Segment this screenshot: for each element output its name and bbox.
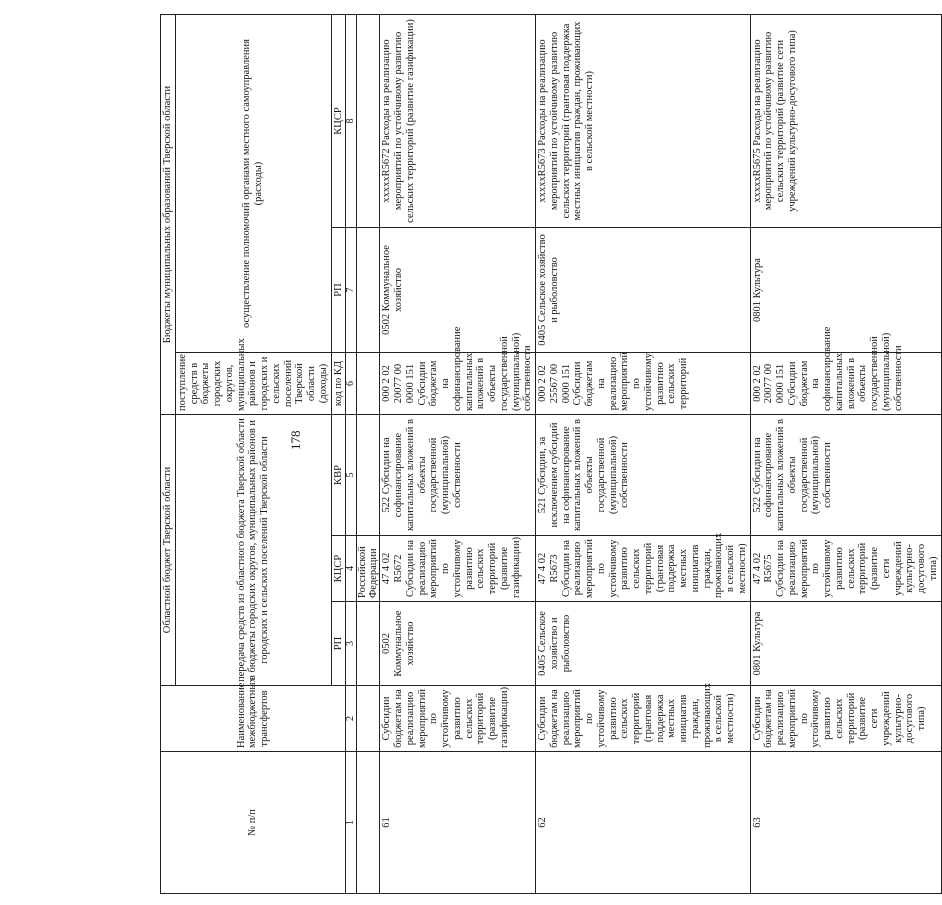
empty-cell [357,686,380,752]
column-number: 2 [346,686,357,752]
column-number: 8 [346,15,357,228]
column-number: 6 [346,353,357,415]
header-municipal-expense: осуществление полномочий органами местного самоуправления (расходы) [175,15,331,353]
cell-name: Субсидии бюджетам на реализацию мероприятий по устойчивому развитию сельских территорий (развитие сети учреждений культурно-досугового типа) [750,686,941,752]
header-municipal-budget: Бюджеты муниципальных образований Тверской области [161,15,176,415]
column-number: 4 [346,536,357,602]
cell-kvr: 522 Субсидии на софинансирование капитальных вложений в объекты государственной (муниципальной) собственности [380,415,536,536]
cell-num: 61 [380,752,536,894]
cell-kcsr: 47 4 02 R5675 Субсидии на реализацию мероприятий по устойчивому развитию сельских территорий (развитие сети учреждений культурно-досугового типа) [750,536,941,602]
header-kd: код по КД [331,353,346,415]
header-kvr: КВР [331,415,346,536]
header-regional-budget: Областной бюджет Тверской области [161,415,176,686]
cell-name: Субсидии бюджетам на реализацию мероприятий по устойчивому развитию сельских территорий (грантовая поддержка местных инициатив граждан, проживающих в сельской местности) [536,686,751,752]
cell-kcsr2: xxxxxR5672 Расходы на реализацию мероприятий по устойчивому развитию сельских территорий (развитие газификации) [380,15,536,228]
cell-rp2: 0502 Коммунальное хозяйство [380,228,536,353]
header-num: № п/п [161,752,346,894]
column-number: 7 [346,228,357,353]
cell-rp: 0405 Сельское хозяйство и рыболовство [536,602,751,686]
header-kcsr: КЦСР [331,536,346,602]
empty-cell [357,415,380,536]
cell-rp: 0801 Культура [750,602,941,686]
table-row [750,15,941,894]
column-number: 3 [346,602,357,686]
cell-num: 63 [750,752,941,894]
cell-kd: 000 2 02 20077 00 0000 151 Субсидии бюджетам на софинансирование капитальных вложений в объекты государственной (муниципальной) собственности [750,353,941,415]
empty-cell [357,752,380,894]
cell-kcsr2: xxxxxR5673 Расходы на реализацию мероприятий по устойчивому развитию сельских территорий (грантовая поддержка местных инициатив граждан, проживающих в сельской местности) [536,15,751,228]
empty-cell [357,228,380,353]
column-number: 1 [346,752,357,894]
cell-kcsr: 47 4 02 R5672 Субсидии на реализацию мероприятий по устойчивому развитию сельских территорий (развитие газификации) [380,536,536,602]
cell-kcsr2: xxxxxR5675 Расходы на реализацию мероприятий по устойчивому развитию сельских территорий (развитие сети учреждений культурно-досугового типа) [750,15,941,228]
empty-cell [357,602,380,686]
table-row [536,15,751,894]
header-name: Наименование межбюджетных трансфертов [161,686,346,752]
page-number: 178 [288,430,303,450]
header-rp2: РП [331,228,346,353]
empty-cell [357,15,380,228]
cell-kd: 000 2 02 25567 00 0000 151 Субсидии бюджетам на реализацию мероприятий по устойчивому развитию сельских территорий [536,353,751,415]
rotated-table-wrapper [160,14,939,894]
header-kcsr2: КЦСР [331,15,346,228]
header-regional-desc: передача средств из областного бюджета Тверской области в бюджеты городских округов, муниципальных районов и городских и сельских поселений Тверской области [175,415,331,686]
empty-cell [357,353,380,415]
header-rp: РП [331,602,346,686]
cell-kcsr: 47 4 02 R5673 Субсидии на реализацию мероприятий по устойчивому развитию сельских территорий (грантовая поддержка местных инициатив граждан, проживающих в сельской местности) [536,536,751,602]
federation-label: Российской Федерации [357,536,380,602]
cell-rp2: 0405 Сельское хозяйство и рыболовство [536,228,751,353]
cell-rp2: 0801 Культура [750,228,941,353]
cell-rp: 0502 Коммунальное хозяйство [380,602,536,686]
cell-kvr: 522 Субсидии на софинансирование капитальных вложений в объекты государственной (муниципальной) собственности [750,415,941,536]
cell-kd: 000 2 02 20077 00 0000 151 Субсидии бюджетам на софинансирование капитальных вложений в объекты государственной (муниципальной) собственности [380,353,536,415]
cell-num: 62 [536,752,751,894]
table-row [380,15,536,894]
cell-kvr: 521 Субсидии, за исключением субсидий на софинансирование капитальных вложений в объекты государственной (муниципальной) собственности [536,415,751,536]
transfers-table [160,14,942,894]
column-number: 5 [346,415,357,536]
header-municipal-income: поступление средств в бюджеты городских округов, муниципальных районов и городских и сельских поселений Тверской области (доходы) [175,353,331,415]
cell-name: Субсидии бюджетам на реализацию мероприятий по устойчивому развитию сельских территорий (развитие газификации) [380,686,536,752]
